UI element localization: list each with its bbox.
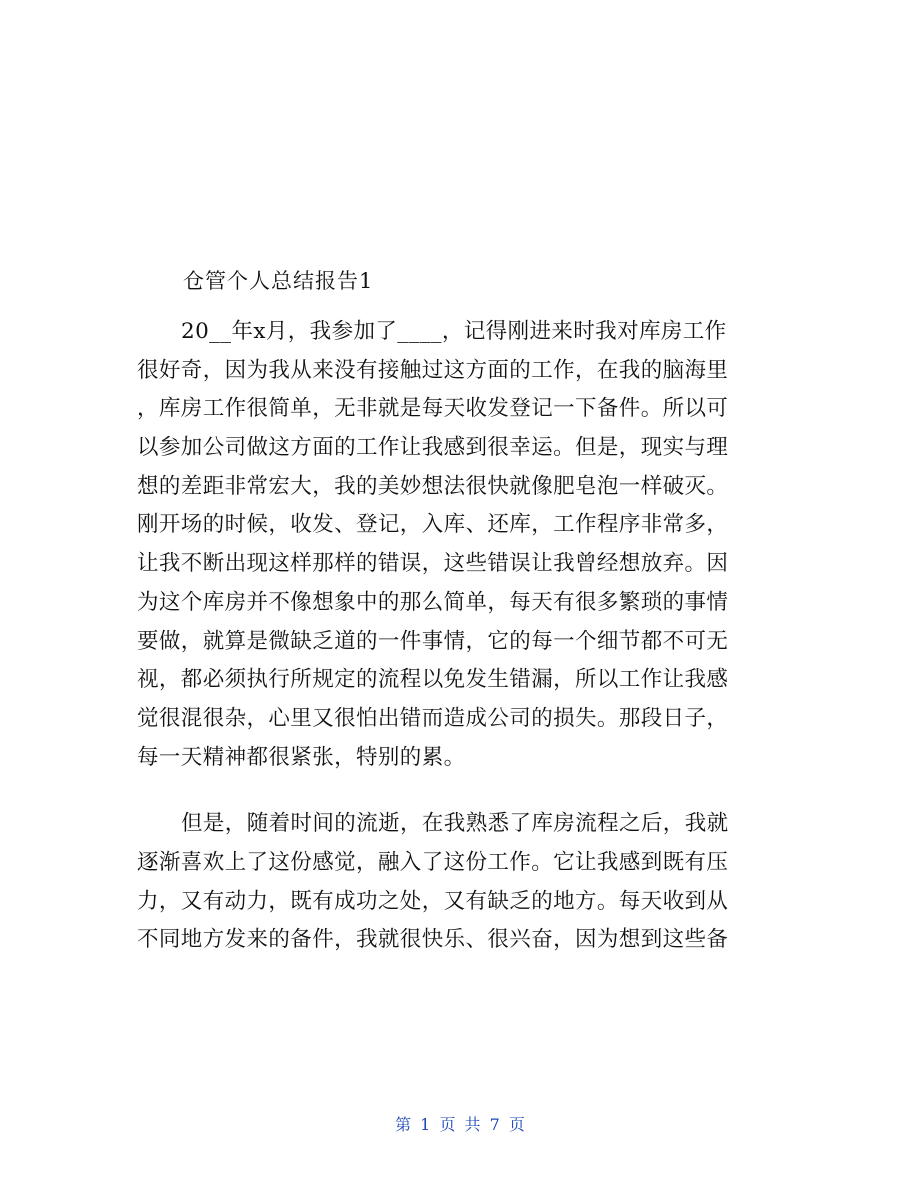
paragraph-line: 刚开场的时候，收发、登记，入库、还库，工作程序非常多， bbox=[137, 512, 729, 538]
document-body bbox=[137, 313, 797, 960]
paragraph-line: 力，又有动力，既有成功之处，又有缺乏的地方。每天收到从 bbox=[137, 888, 729, 914]
paragraph-line: 视，都必须执行所规定的流程以免发生错漏，所以工作让我感 bbox=[137, 667, 729, 693]
paragraph-line: 让我不断出现这样那样的错误，这些错误让我曾经想放弃。因 bbox=[137, 551, 729, 577]
paragraph-2 bbox=[137, 805, 797, 960]
paragraph-line: 不同地方发来的备件，我就很快乐、很兴奋，因为想到这些备 bbox=[137, 927, 729, 953]
paragraph-line: 很好奇，因为我从来没有接触过这方面的工作，在我的脑海里 bbox=[137, 357, 729, 383]
paragraph-line: 觉很混很杂，心里又很怕出错而造成公司的损失。那段日子， bbox=[137, 705, 729, 731]
document-title: 仓管个人总结报告1 bbox=[183, 269, 374, 293]
paragraph-line: 逐渐喜欢上了这份感觉，融入了这份工作。它让我感到既有压 bbox=[137, 849, 729, 875]
page-indicator: 第 1 页 共 7 页 bbox=[395, 1115, 525, 1134]
paragraph-1 bbox=[137, 313, 797, 777]
paragraph-line: 要做，就算是微缺乏道的一件事情，它的每一个细节都不可无 bbox=[137, 628, 729, 654]
paragraph-line: 20__年x月，我参加了____，记得刚进来时我对库房工作 bbox=[181, 319, 727, 344]
paragraph-line: ，库房工作很简单，无非就是每天收发登记一下备件。所以可 bbox=[137, 396, 729, 422]
paragraph-line: 但是，随着时间的流逝，在我熟悉了库房流程之后，我就 bbox=[181, 811, 729, 837]
paragraph-line: 想的差距非常宏大，我的美妙想法很快就像肥皂泡一样破灭。 bbox=[137, 473, 729, 499]
paragraph-line: 每一天精神都很紧张，特别的累。 bbox=[137, 744, 466, 770]
paragraph-line: 为这个库房并不像想象中的那么简单，每天有很多繁琐的事情 bbox=[137, 589, 729, 615]
paragraph-line: 以参加公司做这方面的工作让我感到很幸运。但是，现实与理 bbox=[137, 435, 729, 461]
